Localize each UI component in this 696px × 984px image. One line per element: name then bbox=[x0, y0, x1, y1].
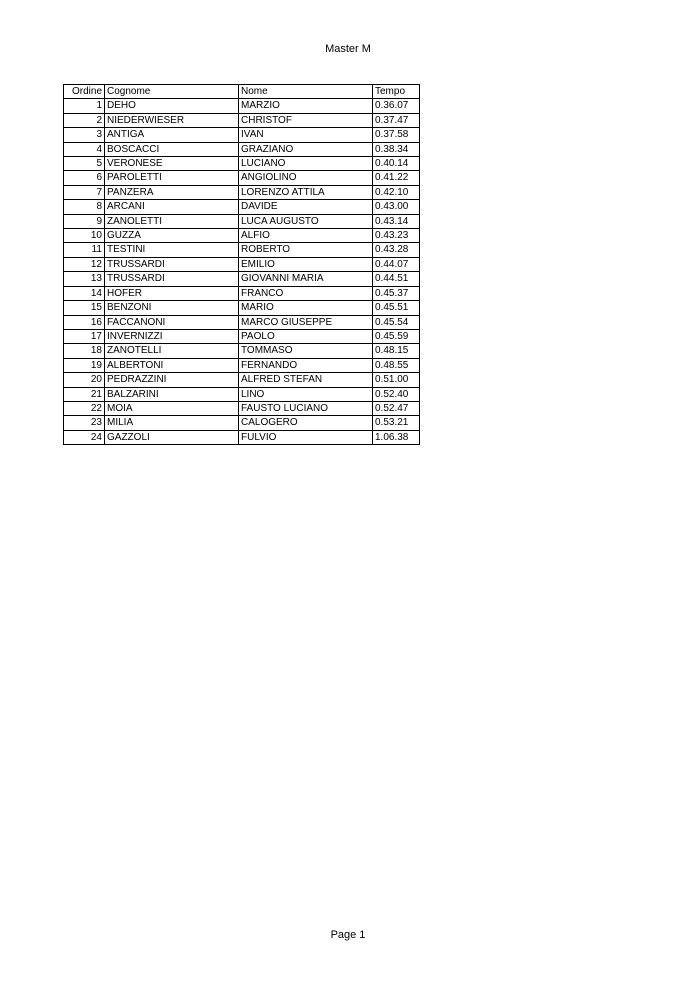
cell-ordine: 9 bbox=[64, 214, 105, 228]
table-row bbox=[64, 373, 420, 387]
cell-tempo: 0.37.47 bbox=[373, 113, 420, 127]
page-title: Master M bbox=[325, 43, 371, 55]
table-row bbox=[64, 243, 420, 257]
table-row bbox=[64, 315, 420, 329]
cell-nome: GRAZIANO bbox=[239, 142, 373, 156]
cell-tempo: 0.45.59 bbox=[373, 329, 420, 343]
cell-cognome: DEHO bbox=[105, 99, 239, 113]
header-cognome: Cognome bbox=[105, 85, 239, 99]
cell-ordine: 3 bbox=[64, 128, 105, 142]
cell-nome: LORENZO ATTILA bbox=[239, 185, 373, 199]
cell-tempo: 0.45.51 bbox=[373, 301, 420, 315]
cell-nome: CHRISTOF bbox=[239, 113, 373, 127]
table-body bbox=[64, 99, 420, 445]
table-row bbox=[64, 113, 420, 127]
cell-ordine: 7 bbox=[64, 185, 105, 199]
cell-cognome: BALZARINI bbox=[105, 387, 239, 401]
cell-nome: ALFRED STEFAN bbox=[239, 373, 373, 387]
cell-cognome: PANZERA bbox=[105, 185, 239, 199]
cell-nome: LINO bbox=[239, 387, 373, 401]
cell-nome: IVAN bbox=[239, 128, 373, 142]
cell-cognome: HOFER bbox=[105, 286, 239, 300]
table-row bbox=[64, 301, 420, 315]
cell-ordine: 15 bbox=[64, 301, 105, 315]
cell-ordine: 12 bbox=[64, 257, 105, 271]
cell-tempo: 0.53.21 bbox=[373, 416, 420, 430]
cell-cognome: TRUSSARDI bbox=[105, 272, 239, 286]
table-row bbox=[64, 286, 420, 300]
cell-tempo: 0.43.00 bbox=[373, 200, 420, 214]
cell-cognome: FACCANONI bbox=[105, 315, 239, 329]
cell-tempo: 0.48.15 bbox=[373, 344, 420, 358]
cell-tempo: 0.43.23 bbox=[373, 229, 420, 243]
cell-cognome: PAROLETTI bbox=[105, 171, 239, 185]
cell-ordine: 11 bbox=[64, 243, 105, 257]
results-table bbox=[63, 84, 420, 445]
cell-nome: LUCA AUGUSTO bbox=[239, 214, 373, 228]
table-row bbox=[64, 128, 420, 142]
cell-nome: FERNANDO bbox=[239, 358, 373, 372]
cell-nome: LUCIANO bbox=[239, 157, 373, 171]
cell-ordine: 21 bbox=[64, 387, 105, 401]
table-row bbox=[64, 200, 420, 214]
cell-tempo: 0.45.37 bbox=[373, 286, 420, 300]
cell-tempo: 0.48.55 bbox=[373, 358, 420, 372]
cell-nome: ROBERTO bbox=[239, 243, 373, 257]
table-row bbox=[64, 99, 420, 113]
cell-ordine: 20 bbox=[64, 373, 105, 387]
cell-tempo: 0.41.22 bbox=[373, 171, 420, 185]
cell-ordine: 13 bbox=[64, 272, 105, 286]
cell-ordine: 5 bbox=[64, 157, 105, 171]
cell-nome: ANGIOLINO bbox=[239, 171, 373, 185]
cell-cognome: TESTINI bbox=[105, 243, 239, 257]
table-header-row bbox=[64, 85, 420, 99]
cell-nome: FAUSTO LUCIANO bbox=[239, 401, 373, 415]
cell-ordine: 19 bbox=[64, 358, 105, 372]
table-row bbox=[64, 229, 420, 243]
cell-ordine: 24 bbox=[64, 430, 105, 444]
cell-nome: MARIO bbox=[239, 301, 373, 315]
cell-cognome: ZANOTELLI bbox=[105, 344, 239, 358]
cell-nome: CALOGERO bbox=[239, 416, 373, 430]
table-row bbox=[64, 430, 420, 444]
table-row bbox=[64, 171, 420, 185]
cell-tempo: 0.36.07 bbox=[373, 99, 420, 113]
cell-ordine: 2 bbox=[64, 113, 105, 127]
cell-tempo: 1.06.38 bbox=[373, 430, 420, 444]
cell-tempo: 0.38.34 bbox=[373, 142, 420, 156]
cell-cognome: VERONESE bbox=[105, 157, 239, 171]
cell-tempo: 0.43.28 bbox=[373, 243, 420, 257]
cell-ordine: 4 bbox=[64, 142, 105, 156]
cell-cognome: BENZONI bbox=[105, 301, 239, 315]
cell-cognome: BOSCACCI bbox=[105, 142, 239, 156]
page-number: Page 1 bbox=[330, 929, 366, 941]
cell-tempo: 0.43.14 bbox=[373, 214, 420, 228]
cell-tempo: 0.52.47 bbox=[373, 401, 420, 415]
table-row bbox=[64, 185, 420, 199]
cell-nome: EMILIO bbox=[239, 257, 373, 271]
cell-nome: MARCO GIUSEPPE bbox=[239, 315, 373, 329]
cell-cognome: GUZZA bbox=[105, 229, 239, 243]
cell-tempo: 0.37.58 bbox=[373, 128, 420, 142]
cell-tempo: 0.52.40 bbox=[373, 387, 420, 401]
cell-ordine: 23 bbox=[64, 416, 105, 430]
table-row bbox=[64, 257, 420, 271]
cell-tempo: 0.42.10 bbox=[373, 185, 420, 199]
table-row bbox=[64, 358, 420, 372]
table-row bbox=[64, 272, 420, 286]
table-row bbox=[64, 401, 420, 415]
cell-ordine: 14 bbox=[64, 286, 105, 300]
cell-nome: FRANCO bbox=[239, 286, 373, 300]
table-row bbox=[64, 329, 420, 343]
cell-cognome: NIEDERWIESER bbox=[105, 113, 239, 127]
header-nome: Nome bbox=[239, 85, 373, 99]
cell-nome: TOMMASO bbox=[239, 344, 373, 358]
cell-cognome: ARCANI bbox=[105, 200, 239, 214]
cell-tempo: 0.44.07 bbox=[373, 257, 420, 271]
cell-tempo: 0.44.51 bbox=[373, 272, 420, 286]
cell-ordine: 17 bbox=[64, 329, 105, 343]
cell-nome: DAVIDE bbox=[239, 200, 373, 214]
header-ordine: Ordine bbox=[64, 85, 105, 99]
header-tempo: Tempo bbox=[373, 85, 420, 99]
cell-nome: PAOLO bbox=[239, 329, 373, 343]
cell-ordine: 6 bbox=[64, 171, 105, 185]
cell-tempo: 0.40.14 bbox=[373, 157, 420, 171]
cell-cognome: GAZZOLI bbox=[105, 430, 239, 444]
cell-tempo: 0.45.54 bbox=[373, 315, 420, 329]
table-row bbox=[64, 344, 420, 358]
table-row bbox=[64, 214, 420, 228]
cell-cognome: MILIA bbox=[105, 416, 239, 430]
cell-ordine: 1 bbox=[64, 99, 105, 113]
cell-cognome: MOIA bbox=[105, 401, 239, 415]
cell-cognome: PEDRAZZINI bbox=[105, 373, 239, 387]
cell-nome: GIOVANNI MARIA bbox=[239, 272, 373, 286]
table-row bbox=[64, 142, 420, 156]
table-row bbox=[64, 416, 420, 430]
cell-cognome: INVERNIZZI bbox=[105, 329, 239, 343]
cell-ordine: 16 bbox=[64, 315, 105, 329]
cell-nome: FULVIO bbox=[239, 430, 373, 444]
table-row bbox=[64, 157, 420, 171]
cell-nome: ALFIO bbox=[239, 229, 373, 243]
table-row bbox=[64, 387, 420, 401]
cell-cognome: ZANOLETTI bbox=[105, 214, 239, 228]
cell-ordine: 22 bbox=[64, 401, 105, 415]
cell-cognome: ANTIGA bbox=[105, 128, 239, 142]
cell-cognome: TRUSSARDI bbox=[105, 257, 239, 271]
cell-nome: MARZIO bbox=[239, 99, 373, 113]
cell-tempo: 0.51.00 bbox=[373, 373, 420, 387]
cell-ordine: 8 bbox=[64, 200, 105, 214]
cell-ordine: 18 bbox=[64, 344, 105, 358]
cell-ordine: 10 bbox=[64, 229, 105, 243]
cell-cognome: ALBERTONI bbox=[105, 358, 239, 372]
